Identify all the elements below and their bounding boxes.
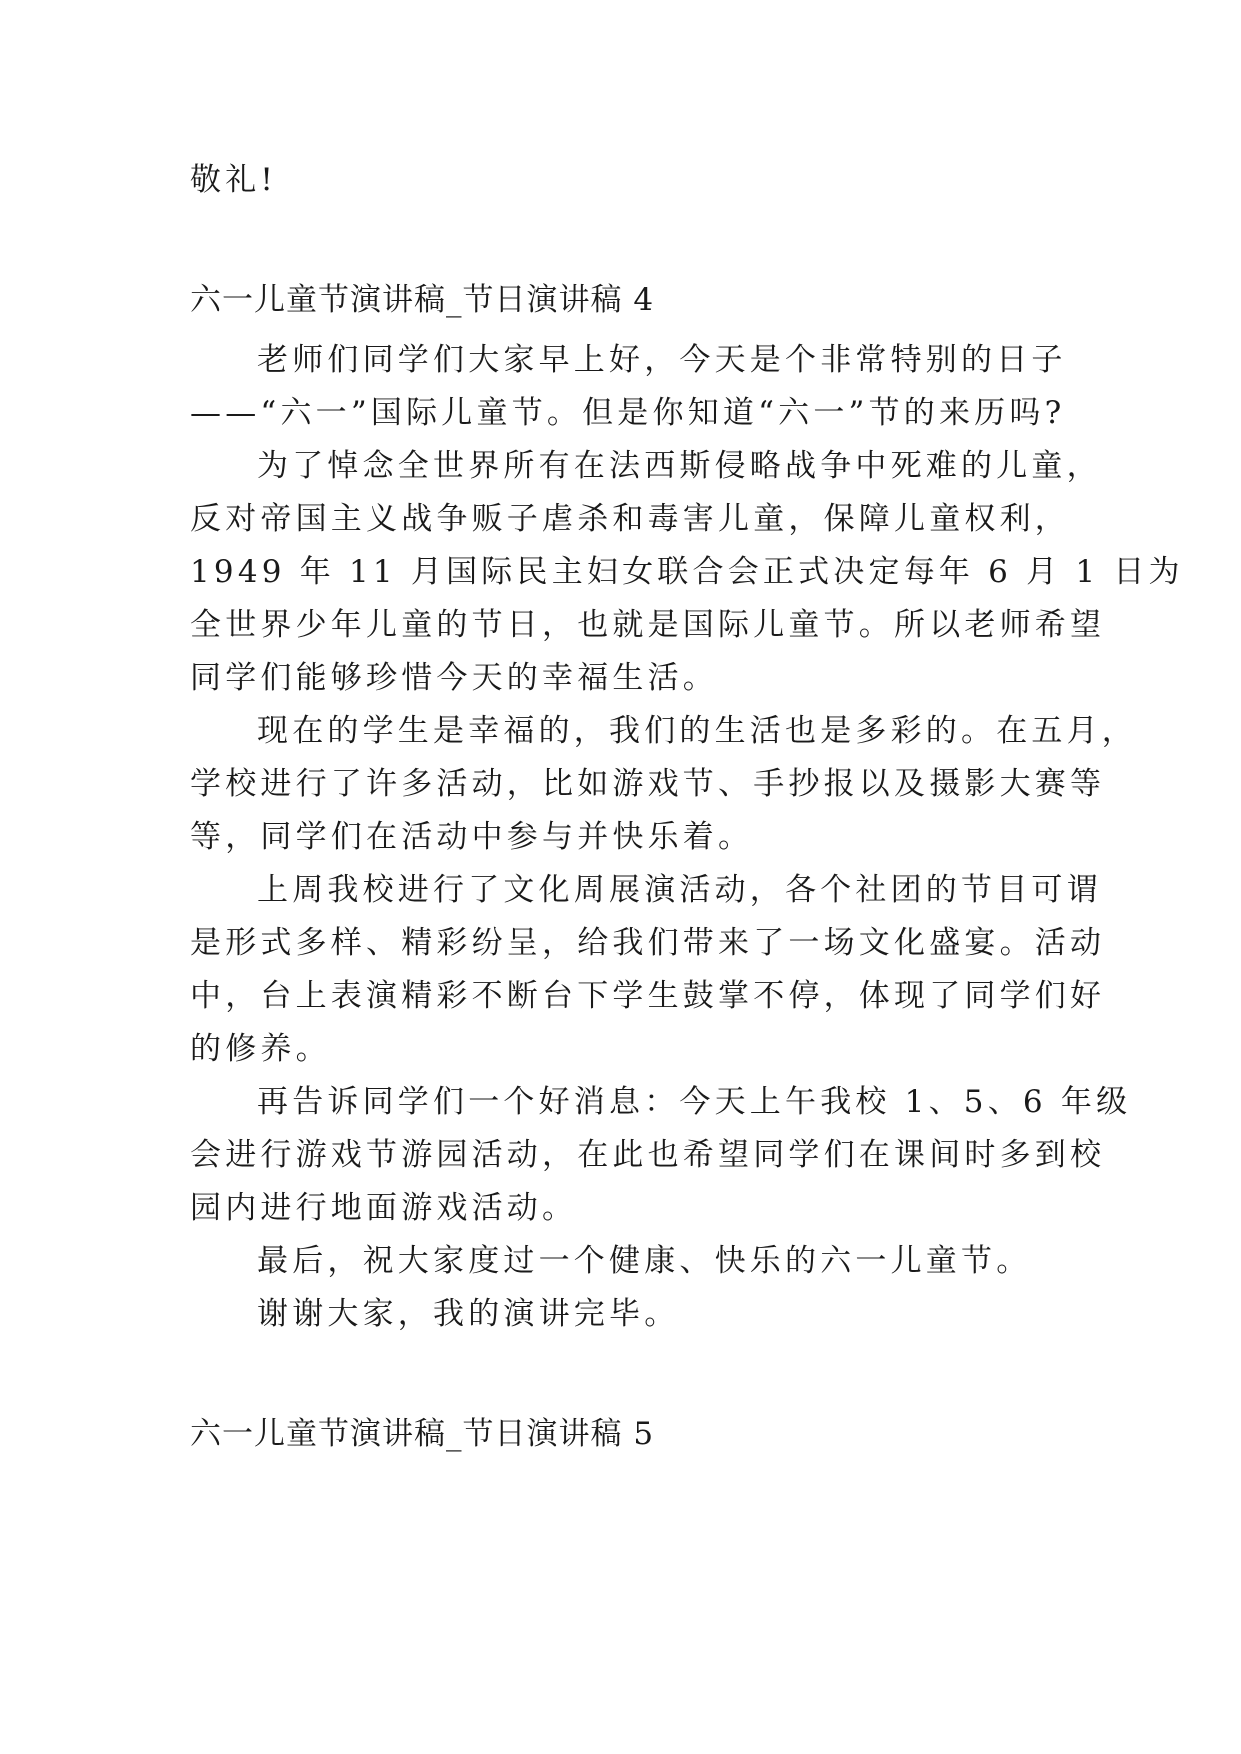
paragraph-line: ——“六一”国际儿童节。但是你知道“六一”节的来历吗? (190, 395, 1066, 431)
paragraph-line: 同学们能够珍惜今天的幸福生活。 (190, 660, 718, 696)
paragraph-line: 1949 年 11 月国际民主妇女联合会正式决定每年 6 月 1 日为 (190, 554, 1184, 590)
paragraph-line: 谢谢大家，我的演讲完毕。 (257, 1296, 680, 1332)
paragraph-line: 中，台上表演精彩不断台下学生鼓掌不停，体现了同学们好 (190, 978, 1106, 1014)
paragraph-line: 全世界少年儿童的节日，也就是国际儿童节。所以老师希望 (190, 607, 1106, 643)
paragraph-line: 上周我校进行了文化周展演活动，各个社团的节目可谓 (257, 872, 1102, 908)
paragraph-line: 再告诉同学们一个好消息：今天上午我校 1、5、6 年级 (257, 1084, 1132, 1120)
paragraph-line: 等，同学们在活动中参与并快乐着。 (190, 819, 754, 855)
paragraph-line: 园内进行地面游戏活动。 (190, 1190, 578, 1226)
section-5-title: 六一儿童节演讲稿_节日演讲稿 5 (190, 1416, 655, 1452)
section-4-title: 六一儿童节演讲稿_节日演讲稿 4 (190, 282, 655, 318)
paragraph-line: 现在的学生是幸福的，我们的生活也是多彩的。在五月， (257, 713, 1137, 749)
paragraph-line: 学校进行了许多活动，比如游戏节、手抄报以及摄影大赛等 (190, 766, 1106, 802)
paragraph-line: 会进行游戏节游园活动，在此也希望同学们在课间时多到校 (190, 1137, 1106, 1173)
paragraph-line: 的修养。 (190, 1031, 331, 1067)
paragraph-line: 反对帝国主义战争贩子虐杀和毒害儿童，保障儿童权利， (190, 501, 1070, 537)
closing-text: 敬礼! (190, 162, 278, 198)
paragraph-line: 是形式多样、精彩纷呈，给我们带来了一场文化盛宴。活动 (190, 925, 1106, 961)
paragraph-line: 老师们同学们大家早上好，今天是个非常特别的日子 (257, 342, 1067, 378)
paragraph-line: 为了悼念全世界所有在法西斯侵略战争中死难的儿童， (257, 448, 1102, 484)
paragraph-line: 最后，祝大家度过一个健康、快乐的六一儿童节。 (257, 1243, 1032, 1279)
